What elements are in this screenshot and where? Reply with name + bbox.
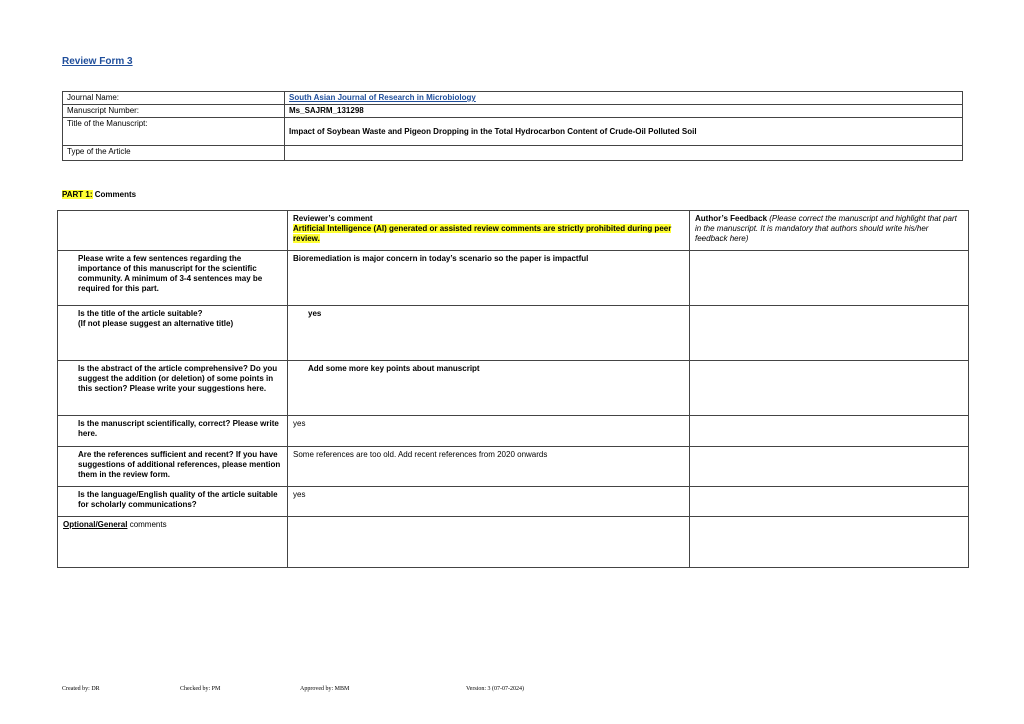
comment-cell[interactable]: Bioremediation is major concern in today’s scenario so the paper is impactful [288,251,690,306]
comments-table [57,210,969,568]
optional-suffix: comments [127,520,167,529]
part1-heading [62,190,136,199]
title-label: Title of the Manuscript: [63,118,285,146]
type-label: Type of the Article [63,146,285,161]
journal-value [285,92,963,105]
manuscript-number-row [63,105,963,118]
type-value[interactable] [285,146,963,161]
author-header [690,211,969,251]
question-cell: Is the abstract of the article comprehensive? Do you suggest the addition (or deletion) of some points in this section? Please write your suggestions here. [58,361,288,416]
table-row [58,306,969,361]
manuscript-info-table [62,91,963,161]
comment-cell[interactable]: Add some more key points about manuscript [288,361,690,416]
optional-label: Optional/General [63,520,128,529]
question-cell: Please write a few sentences regarding the importance of this manuscript for the scientific community. A minimum of 3-4 sentences may be required for this part. [58,251,288,306]
optional-feedback-cell[interactable] [690,517,969,568]
footer-approved: Approved by: MBM [300,686,350,692]
footer-version: Version: 3 (07-07-2024) [466,686,524,692]
feedback-cell[interactable] [690,487,969,517]
feedback-cell[interactable] [690,447,969,487]
table-row [58,361,969,416]
question-cell: Is the title of the article suitable? (If not please suggest an alternative title) [58,306,288,361]
journal-label: Journal Name: [63,92,285,105]
type-row [63,146,963,161]
header-empty-cell [58,211,288,251]
optional-comment-cell[interactable] [288,517,690,568]
comment-cell[interactable]: yes [288,306,690,361]
question-cell: Is the manuscript scientifically, correct? Please write here. [58,416,288,447]
footer-checked: Checked by: PM [180,686,221,692]
comment-cell[interactable]: yes [288,487,690,517]
reviewer-header [288,211,690,251]
question-cell: Is the language/English quality of the article suitable for scholarly communications? [58,487,288,517]
reviewer-title: Reviewer’s comment [293,214,373,223]
title-row [63,118,963,146]
table-row [58,416,969,447]
table-row [58,447,969,487]
author-title: Author’s Feedback [695,214,768,223]
footer-created: Created by: DR [62,686,100,692]
feedback-cell[interactable] [690,361,969,416]
optional-label-cell [58,517,288,568]
optional-row [58,517,969,568]
part1-label: PART 1: [62,190,93,199]
form-title[interactable]: Review Form 3 [62,56,133,67]
comment-cell[interactable]: yes [288,416,690,447]
comment-cell[interactable]: Some references are too old. Add recent references from 2020 onwards [288,447,690,487]
manuscript-number-value: Ms_SAJRM_131298 [285,105,963,118]
journal-row [63,92,963,105]
feedback-cell[interactable] [690,306,969,361]
feedback-cell[interactable] [690,251,969,306]
title-value: Impact of Soybean Waste and Pigeon Dropping in the Total Hydrocarbon Content of Crude-Oil Polluted Soil [285,118,963,146]
table-row [58,251,969,306]
ai-warning: Artificial Intelligence (AI) generated or assisted review comments are strictly prohibited during peer review. [293,224,672,243]
header-row [58,211,969,251]
question-cell: Are the references sufficient and recent? If you have suggestions of additional references, please mention them in the review form. [58,447,288,487]
table-row [58,487,969,517]
part1-suffix: Comments [92,190,137,199]
manuscript-number-label: Manuscript Number: [63,105,285,118]
feedback-cell[interactable] [690,416,969,447]
author-note: (Please correct the manuscript and highlight that part in the manuscript. It is mandatory that authors should write his/her feedback here) [695,214,957,243]
journal-link[interactable]: South Asian Journal of Research in Microbiology [289,93,476,102]
